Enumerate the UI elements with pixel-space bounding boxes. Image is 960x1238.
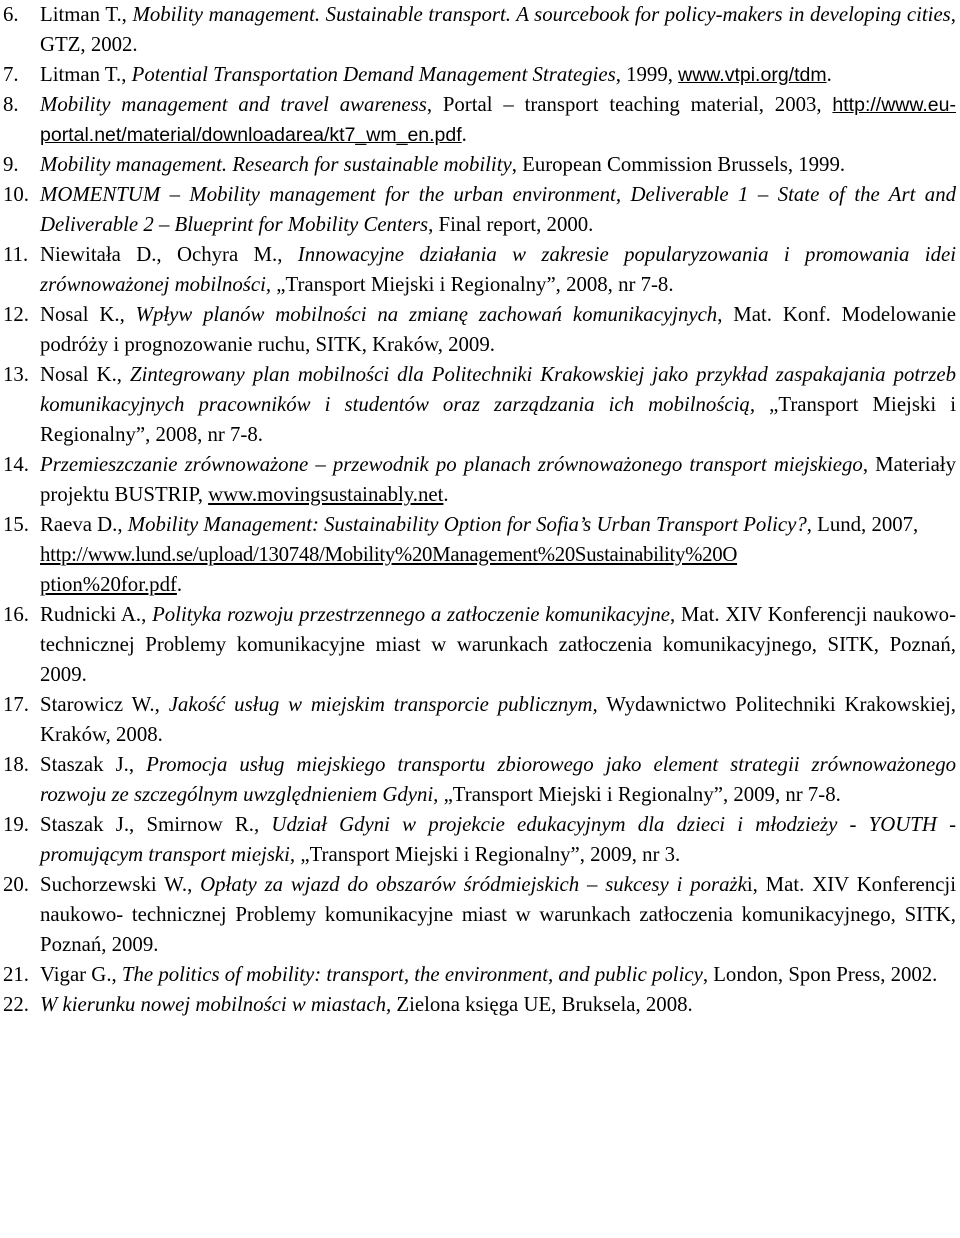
reference-number: 18. — [3, 753, 29, 776]
reference-number: 13. — [3, 363, 29, 386]
reference-text: Vigar G., — [40, 963, 122, 986]
reference-link[interactable]: www.vtpi.org/tdm — [678, 64, 827, 86]
reference-title: Mobility management and travel awareness — [40, 93, 427, 116]
reference-link[interactable]: http://www.lund.se/upload/130748/Mobility%20Management%20Sustainability%20O — [40, 543, 738, 566]
reference-title: Zintegrowany plan mobilności dla Politechniki Krakowskiej jako przykład zaspakajania potrzeb komunikacyjnych pracowników i studentów oraz zarządzania ich mobilnością, — [40, 363, 956, 416]
reference-item — [0, 300, 960, 360]
reference-title: Mobility management. Sustainable transport. A sourcebook for policy-makers in developing cities — [132, 3, 951, 26]
reference-title: Mobility management. Research for sustainable mobility — [40, 153, 512, 176]
reference-number: 15. — [3, 513, 29, 536]
reference-text: „Transport Miejski i Regionalny”, 2008, nr 7-8. — [40, 393, 956, 446]
reference-number: 6. — [3, 3, 19, 26]
reference-number: 19. — [3, 813, 29, 836]
reference-item — [0, 990, 960, 1020]
reference-title: Promocja usług miejskiego transportu zbiorowego jako element strategii zrównoważonego rozwoju ze szczególnym uwzględnieniem Gdyni, — [40, 753, 956, 806]
reference-text: , Materiały projektu BUSTRIP, — [40, 453, 956, 506]
reference-text: , GTZ, 2002. — [40, 3, 956, 56]
reference-item — [0, 60, 960, 90]
reference-title: Opłaty za wjazd do obszarów śródmiejskich – sukcesy i porażk — [200, 873, 747, 896]
reference-text: Nosal K., — [40, 363, 131, 386]
reference-title: Wpływ planów mobilności na zmianę zachowań komunikacyjnych — [135, 303, 718, 326]
reference-number: 22. — [3, 993, 29, 1016]
reference-number: 14. — [3, 453, 29, 476]
reference-number: 21. — [3, 963, 29, 986]
reference-text: Rudnicki A., — [40, 603, 153, 626]
reference-text: Nosal K., — [40, 303, 136, 326]
reference-text: , 1999, — [615, 63, 679, 86]
reference-text: „Transport Miejski i Regionalny”, 2009, nr 7-8. — [438, 783, 841, 806]
reference-number: 8. — [3, 93, 19, 116]
reference-item — [0, 870, 960, 960]
reference-item — [0, 600, 960, 690]
reference-link[interactable]: http://www.eu-portal.net/material/downloadarea/kt7_wm_en.pdf — [40, 94, 956, 146]
reference-text: , Portal – transport teaching material, 2003, — [426, 93, 833, 116]
reference-text: Suchorzewski W., — [40, 873, 201, 896]
reference-item — [0, 750, 960, 810]
reference-number: 9. — [3, 153, 19, 176]
reference-number: 7. — [3, 63, 19, 86]
reference-item — [0, 960, 960, 990]
reference-text: , Mat. XIV Konferencji naukowo- technicznej Problemy komunikacyjne miast w warunkach zatłoczenia komunikacyjnego, SITK, Poznań, 2009. — [40, 603, 957, 686]
reference-item — [0, 690, 960, 750]
reference-item — [0, 180, 960, 240]
reference-item — [0, 360, 960, 450]
reference-text: , European Commission Brussels, 1999. — [511, 153, 846, 176]
reference-number: 12. — [3, 303, 29, 326]
reference-text: Staszak J., Smirnow R., — [40, 813, 272, 836]
reference-item — [0, 90, 960, 150]
reference-title: Polityka rozwoju przestrzennego a zatłoczenie komunikacyjne — [152, 603, 670, 626]
reference-number: 20. — [3, 873, 29, 896]
reference-number: 16. — [3, 603, 29, 626]
reference-title: Przemieszczanie zrównoważone – przewodnik po planach zrównoważonego transport miejskiego — [40, 453, 863, 476]
reference-link[interactable]: ption%20for.pdf — [40, 573, 177, 596]
reference-text: . — [461, 123, 467, 146]
reference-text: Wydawnictwo Politechniki Krakowskiej, Kraków, 2008. — [40, 693, 956, 746]
reference-title: Udział Gdyni w projekcie edukacyjnym dla dzieci i młodzieży - YOUTH - promującym transport miejski, — [40, 813, 956, 866]
reference-text: , Lund, 2007, — [806, 513, 919, 536]
reference-text: , Mat. Konf. Modelowanie podróży i prognozowanie ruchu, SITK, Kraków, 2009. — [40, 303, 956, 356]
reference-text: Starowicz W., — [40, 693, 169, 716]
reference-title: Mobility Management: Sustainability Option for Sofia’s Urban Transport Policy? — [127, 513, 807, 536]
reference-title: Potential Transportation Demand Management Strategies — [131, 63, 616, 86]
reference-item — [0, 810, 960, 870]
reference-title: Innowacyjne działania w zakresie popularyzowania i promowania idei zrównoważonej mobilności, — [40, 243, 956, 296]
reference-text: Litman T., — [40, 3, 133, 26]
reference-link[interactable]: www.movingsustainably.net — [208, 483, 444, 506]
reference-item — [0, 510, 960, 600]
reference-text: , London, Spon Press, 2002. — [702, 963, 938, 986]
reference-number: 17. — [3, 693, 29, 716]
reference-text: i, Mat. XIV Konferencji naukowo- technicznej Problemy komunikacyjne miast w warunkach zatłoczenia komunikacyjnego, SITK, Poznań, 2009. — [40, 873, 956, 956]
reference-text: „Transport Miejski i Regionalny”, 2008, nr 7-8. — [271, 273, 674, 296]
reference-text: . — [443, 483, 449, 506]
reference-text: Raeva D., — [40, 513, 128, 536]
reference-title: MOMENTUM – Mobility management for the urban environment, Deliverable 1 – State of the Art and Deliverable 2 – Blueprint for Mobility Centers — [40, 183, 956, 236]
reference-text: „Transport Miejski i Regionalny”, 2009, nr 3. — [295, 843, 681, 866]
reference-title: Jakość usług w miejskim transporcie publicznym, — [168, 693, 598, 716]
reference-item — [0, 150, 960, 180]
reference-title: The politics of mobility: transport, the environment, and public policy — [121, 963, 703, 986]
reference-text: . — [176, 573, 183, 596]
reference-text: . — [826, 63, 832, 86]
reference-text: Niewitała D., Ochyra M., — [40, 243, 298, 266]
reference-text: Zielona księga UE, Bruksela, 2008. — [391, 993, 693, 1016]
reference-item — [0, 0, 960, 60]
reference-text: Staszak J., — [40, 753, 147, 776]
reference-number: 10. — [3, 183, 29, 206]
reference-text: , Final report, 2000. — [428, 213, 594, 236]
reference-title: W kierunku nowej mobilności w miastach, — [40, 993, 392, 1016]
reference-number: 11. — [3, 243, 29, 266]
reference-item — [0, 240, 960, 300]
reference-text: Litman T., — [40, 63, 132, 86]
reference-item — [0, 450, 960, 510]
